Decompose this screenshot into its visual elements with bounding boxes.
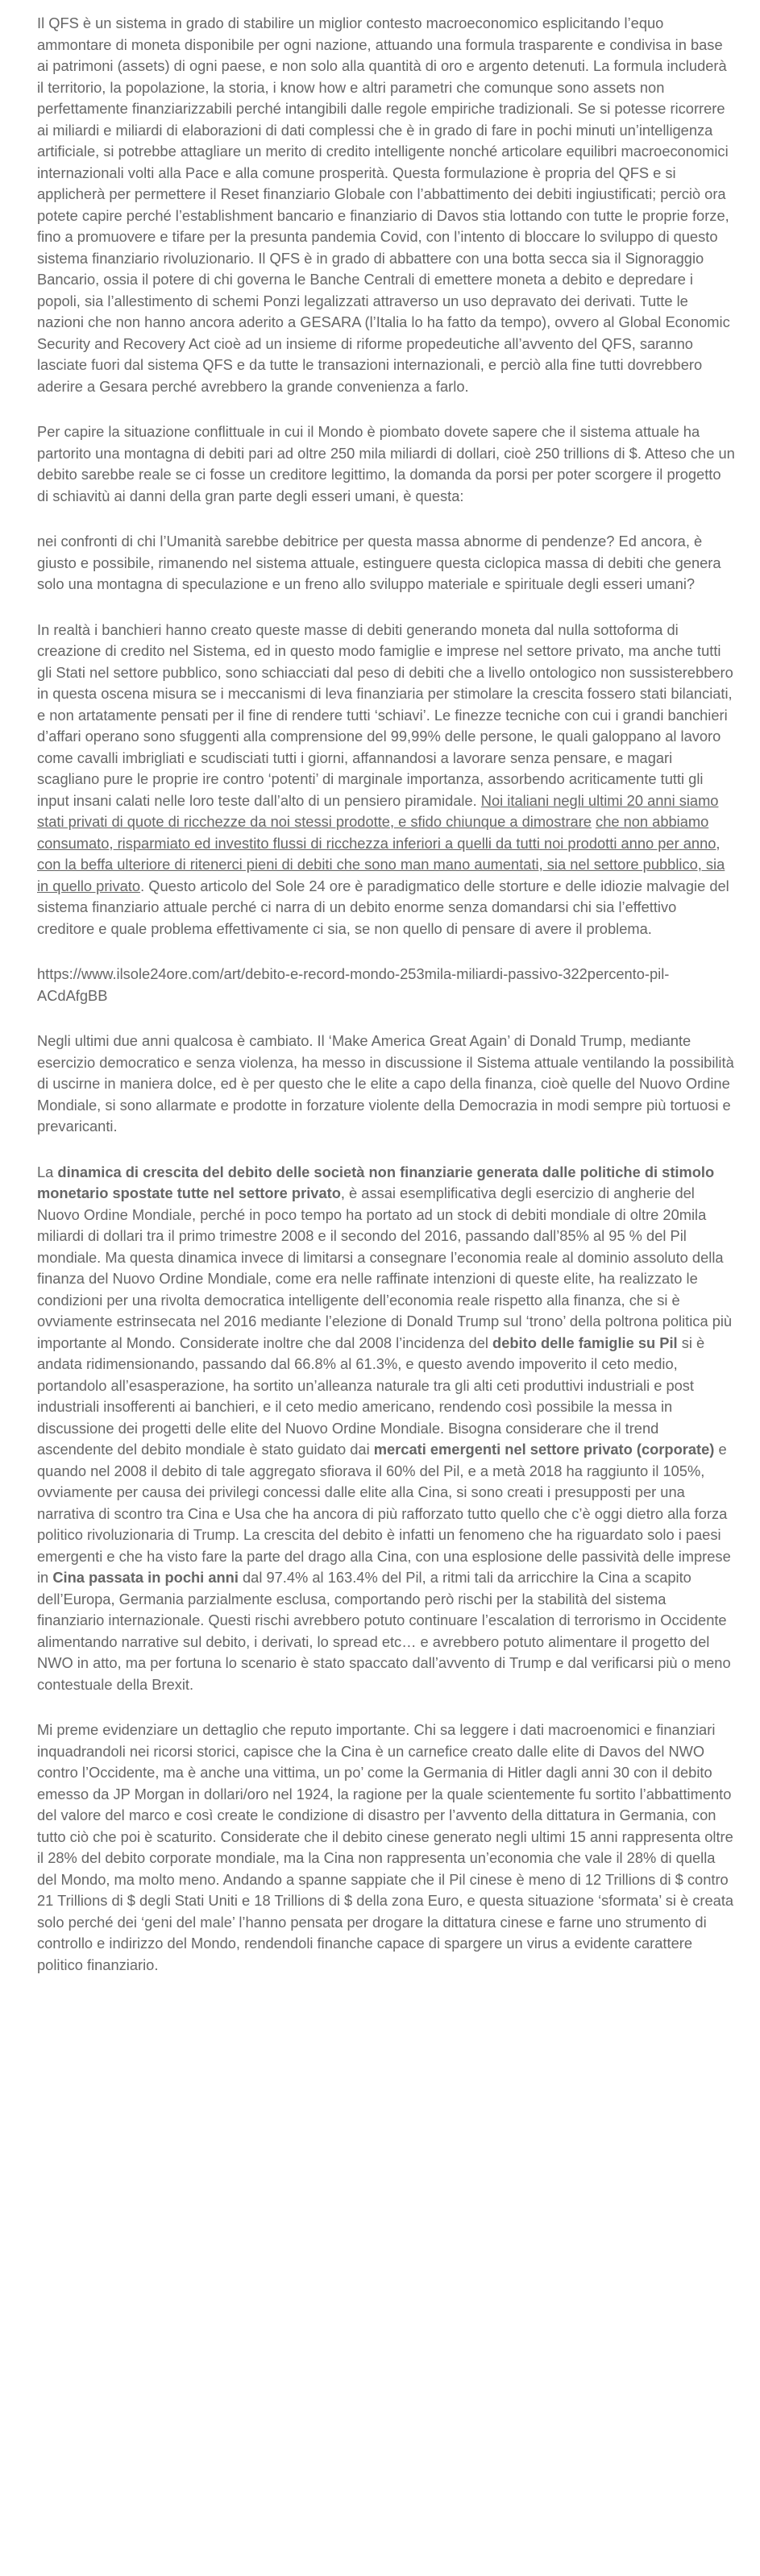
paragraph-debt-text-4: e quando nel 2008 il debito di tale aggregato sfiorava il 60% del Pil, e a metà 2018 ha raggiunto il 105%, ovviamente per causa dei privilegi concessi dalle elite alla Cina, si sono creati i presupposti per una narrativa di scontro tra Cina e Usa che ha ancora di più rafforzato tutto quello che c’è oggi dietro alla forza politico rivoluzionaria di Trump. La crescita del debito è infatti un fenomeno che ha riguardato solo i paesi emergenti e che ha visto fare la parte del drago alla Cina, con una esplosione delle passività delle imprese in [37, 1441, 731, 1586]
paragraph-china: Mi preme evidenziare un dettaglio che reputo importante. Chi sa leggere i dati macroenomici e finanziari inquadrandoli nei ricorsi storici, capisce che la Cina è un carnefice creato dalle elite di Davos del NWO contro l’Occidente, ma è anche una vittima, un po’ come la Germania di Hitler dagli anni 30 con il debito emesso da JP Morgan in dollari/oro nel 1924, la ragione per la quale scientemente fu sortito l’abbattimento del valore del marco e così create le condizione di disastro per l’avvento della dittatura in Germania, con tutto ciò che poi è scaturito. Considerate che il debito cinese generato negli ultimi 15 anni rappresenta oltre il 28% del debito corporate mondiale, ma la Cina non rappresenta un’economia che vale il 28% di quella del Mondo, ma molto meno. Andando a spanne sappiate che il Pil cinese è meno di 12 Trillions di $ contro 21 Trillions di $ degli Stati Uniti e 18 Trillions di $ della zona Euro, e questa situazione ‘sformata’ si è creata solo perché dei ‘geni del male’ l’hanno pensata per drogare la dittatura cinese e farne uno strumento di controllo e indirizzo del Mondo, rendendoli finanche capace di spargere un virus a evidente carattere politico finanziario. [37, 1721, 734, 1973]
paragraph-debt-text-2: , è assai esemplificativa degli esercizio di angherie del Nuovo Ordine Mondiale, perché in poco tempo ha portato ad un stock di debiti mondiale di oltre 20mila miliardi di dollari tra il primo trimestre 2008 e il secondo del 2016, passando dall’85% al 95 % del Pil mondiale. Ma questa dinamica invece di limitarsi a consegnare l’economia reale al dominio assoluto della finanza del Nuovo Ordine Mondiale, come era nelle raffinate intenzioni di queste elite, ha realizzato le condizioni per una rivolta democratica intelligente dell’economia reale rispetto alla finanza, che si è ovviamente estrinsecata nel 2016 mediante l’elezione di Donald Trump sul ‘trono’ della poltrona politica più importante al Mondo. Considerate inoltre che dal 2008 l’incidenza del [37, 1184, 733, 1351]
bold-phrase-4: Cina passata in pochi anni [52, 1569, 239, 1586]
bold-phrase-2: debito delle famiglie su Pil [492, 1334, 678, 1351]
paragraph-debt-text-5: dal 97.4% al 163.4% del Pil, a ritmi tali da arricchire la Cina a scapito dell’Europa, Germania parzialmente esclusa, comportando però rischi per la stabilità del sistema finanziario internazionale. Questi rischi avrebbero potuto continuare l’escalation di terrorismo in Occidente alimentando narrative sul debito, i derivati, lo spread etc… e avrebbero potuto alimentare il progetto del NWO in atto, ma per fortuna lo scenario è stato spaccato dall’avvento di Trump e dal verificarsi più o meno contestuale della Brexit. [37, 1569, 731, 1693]
paragraph-bankers [37, 620, 736, 940]
bold-phrase-1: dinamica di crescita del debito delle società non finanziarie generata dalle politiche di stimolo monetario spostate tutte nel settore privato [37, 1163, 715, 1201]
paragraph-bankers-text-2: . Questo articolo del Sole 24 ore è paradigmatico delle storture e delle idiozie malvagie del sistema finanziario attuale perché ci narra di un debito enorme senza domandarsi chi sia l’effettivo creditore e quale problema effettivamente ci sia, se non quello di pensare di avere il problema. [37, 877, 729, 937]
paragraph-bankers-text-1: In realtà i banchieri hanno creato queste masse di debiti generando moneta dal nulla sottoforma di creazione di credito nel Sistema, ed in questo modo famiglie e imprese nel settore privato, ma anche tutti gli Stati nel settore pubblico, sono schiacciati dal peso di debiti che a livello ontologico non sussisterebbero in questa oscena misura se i meccanismi di leva finanziaria per stimolare la crescita fossero stati bilanciati, e non artatamente pensati per il fine di rendere tutti ‘schiavi’. Le finezze tecniche con cui i grandi banchieri d’affari operano sono sfuggenti alla comprensione del 99,99% delle persone, le quali galoppano al lavoro come cavalli imbrigliati e scudisciati tutti i giorni, affannandosi a lavorare senza pensare, e magari scagliano pure le proprie ire contro ‘potenti’ di marginale importanza, assorbendo acriticamente tutti gli input insani calati nelle loro teste dall’alto di un pensiero piramidale. [37, 620, 733, 809]
underlined-claim-1: Noi italiani negli ultimi 20 anni siamo stati privati di quote di ricchezze da noi stessi prodotte, e sfido chiunque a dimostrare [37, 791, 719, 830]
paragraph-qfs-intro: Il QFS è un sistema in grado di stabilire un miglior contesto macroeconomico esplicitando l’equo ammontare di moneta disponibile per ogni nazione, attuando una formula trasparente e condivisa in base ai patrimoni (assets) di ogni paese, e non solo alla quantità di oro e argento detenuti. La formula includerà il territorio, la popolazione, la storia, i know how e altri parametri che comunque sono assets non perfettamente finanziarizzabili perché intangibili dalle regole empiriche tradizionali. Se si potesse ricorrere ai miliardi e miliardi di elaborazioni di dati complessi che è in grado di fare in pochi minuti un’intelligenza artificiale, si potrebbe attagliare un merito di credito intelligente nonché articolare equilibri macroeconomici internazionali volti alla Pace e alla comune prosperità. Questa formulazione è propria del QFS e si applicherà per permettere il Reset finanziario Globale con l’abbattimento dei debiti ingiustificati; perciò ora potete capire perché l’establishment bancario e finanziario di Davos stia lottando con tutte le proprie forze, fino a promuovere e tifare per la presunta pandemia Covid, con l’intento di bloccare lo sviluppo di questo sistema finanziario rivoluzionario. Il QFS è in grado di abbattere con una botta secca sia il Signoraggio Bancario, ossia il potere di chi governa le Banche Centrali di emettere moneta a debito e depredare i popoli, sia l’allestimento di schemi Ponzi legalizzati attraverso un uso depravato dei derivati. Tutte le nazioni che non hanno ancora aderito a GESARA (l’Italia lo ha fatto da tempo), ovvero al Global Economic Security and Recovery Act cioè ad un insieme di riforme propedeutiche all’avvento del QFS, saranno lasciate fuori dal sistema QFS e da tutte le transazioni internazionali, e perciò alla fine tutti dovrebbero aderire a Gesara perché avrebbero la grande convenienza a farlo. [37, 15, 730, 395]
bold-phrase-3: mercati emergenti nel settore privato (corporate) [373, 1441, 715, 1458]
underlined-claim-2: che non abbiamo consumato, risparmiato ed investito flussi di ricchezza inferiori a quelli da tutti noi prodotti anno per anno, con la beffa ulteriore di ritenerci pieni di debiti che sono man mano aumentati, sia nel settore pubblico, sia in quello privato [37, 813, 725, 894]
paragraph-debt-text-1: La [37, 1163, 58, 1180]
paragraph-debt-mountain: Per capire la situazione conflittuale in cui il Mondo è piombato dovete sapere che il sistema attuale ha partorito una montagna di debiti pari ad oltre 250 mila miliardi di dollari, cioè 250 trillions di $. Atteso che un debito sarebbe reale se ci fosse un creditore legittimo, la domanda da porsi per poter scorgere il progetto di schiavitù ai danni della gran parte degli esseri umani, è questa: [37, 423, 735, 504]
paragraph-trump: Negli ultimi due anni qualcosa è cambiato. Il ‘Make America Great Again’ di Donald Trump, mediante esercizio democratico e senza violenza, ha messo in discussione il Sistema attuale ventilando la possibilità di uscirne in maniera dolce, ed è per questo che le elite a capo della finanza, cioè quelle del Nuovo Ordine Mondiale, si sono allarmate e prodotte in forzature violente della Democrazia in modi sempre più tortuosi e prevaricanti. [37, 1032, 734, 1135]
paragraph-debt-dynamics [37, 1162, 736, 1696]
paragraph-question: nei confronti di chi l’Umanità sarebbe debitrice per questa massa abnorme di pendenze? Ed ancora, è giusto e possibile, rimanendo nel sistema attuale, estinguere questa ciclopica massa di debiti che genera solo una montagna di speculazione e un freno allo sviluppo materiale e spirituale degli esseri umani? [37, 533, 721, 592]
paragraph-debt-text-3: si è andata ridimensionando, passando dal 66.8% al 61.3%, e questo avendo impoverito il ceto medio, portandolo all’esasperazione, ha sortito un’alleanza naturale tra gli alti ceti produttivi industriali e post industriali insofferenti ai banchieri, e il ceto medio americano, rendendo così possibile la messa in discussione dei progetti delle elite del Nuovo Ordine Mondiale. Bisogna considerare che il trend ascendente del debito mondiale è stato guidato dai [37, 1334, 705, 1458]
source-link[interactable]: https://www.ilsole24ore.com/art/debito-e-record-mondo-253mila-miliardi-passivo-322percento-pil-ACdAfgBB [37, 965, 670, 1004]
